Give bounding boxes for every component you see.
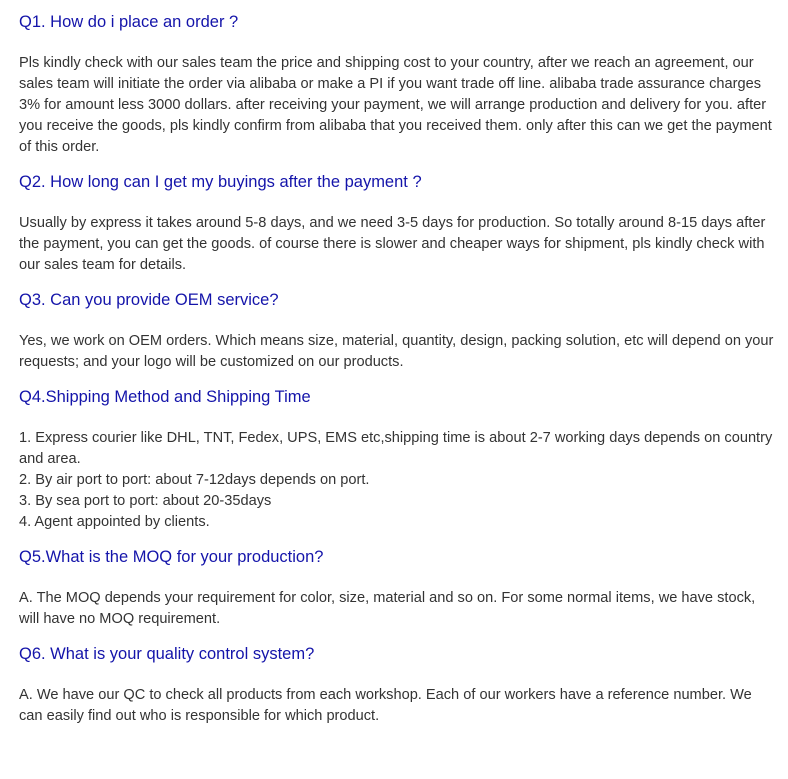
- answer-paragraph: A. We have our QC to check all products from each workshop. Each of our workers have a reference number. We can easily find out who is responsible for which product.: [19, 687, 752, 724]
- answer-paragraph: Yes, we work on OEM orders. Which means size, material, quantity, design, packing solution, etc will depend on your requests; and your logo will be customized on our products.: [19, 333, 774, 370]
- faq-question-1: Q1. How do i place an order ?: [19, 13, 239, 31]
- answer-line: 2. By air port to port: about 7-12days depends on port.: [19, 472, 370, 488]
- faq-answer-4: [19, 428, 779, 533]
- faq-answer-5: [19, 588, 779, 630]
- faq-question-3: Q3. Can you provide OEM service?: [19, 291, 279, 309]
- answer-paragraph: Pls kindly check with our sales team the price and shipping cost to your country, after we reach an agreement, our sales team will initiate the order via alibaba or make a PI if you want trade off line. alibaba trade assurance charges 3% for amount less 3000 dollars. after receiving your payment, we will arrange production and delivery for you. after you receive the goods, pls kindly confirm from alibaba that you received them. only after this can we get the payment of this order.: [19, 55, 772, 155]
- faq-question-4: Q4.Shipping Method and Shipping Time: [19, 388, 311, 406]
- faq-question-5: Q5.What is the MOQ for your production?: [19, 548, 324, 566]
- faq-answer-6: [19, 685, 779, 727]
- faq-answer-2: [19, 213, 779, 276]
- faq-answer-3: [19, 331, 779, 373]
- answer-paragraph: A. The MOQ depends your requirement for color, size, material and so on. For some normal items, we have stock, will have no MOQ requirement.: [19, 590, 756, 627]
- faq-question-6: Q6. What is your quality control system?: [19, 645, 315, 663]
- answer-line: 4. Agent appointed by clients.: [19, 514, 210, 530]
- faq-answer-1: [19, 53, 779, 158]
- faq-question-2: Q2. How long can I get my buyings after the payment ?: [19, 173, 422, 191]
- answer-line: 3. By sea port to port: about 20-35days: [19, 493, 272, 509]
- answer-line: 1. Express courier like DHL, TNT, Fedex, UPS, EMS etc,shipping time is about 2-7 working days depends on country and area.: [19, 430, 773, 467]
- answer-paragraph: Usually by express it takes around 5-8 days, and we need 3-5 days for production. So totally around 8-15 days after the payment, you can get the goods. of course there is slower and cheaper ways for shipment, pls kindly check with our sales team for details.: [19, 215, 766, 273]
